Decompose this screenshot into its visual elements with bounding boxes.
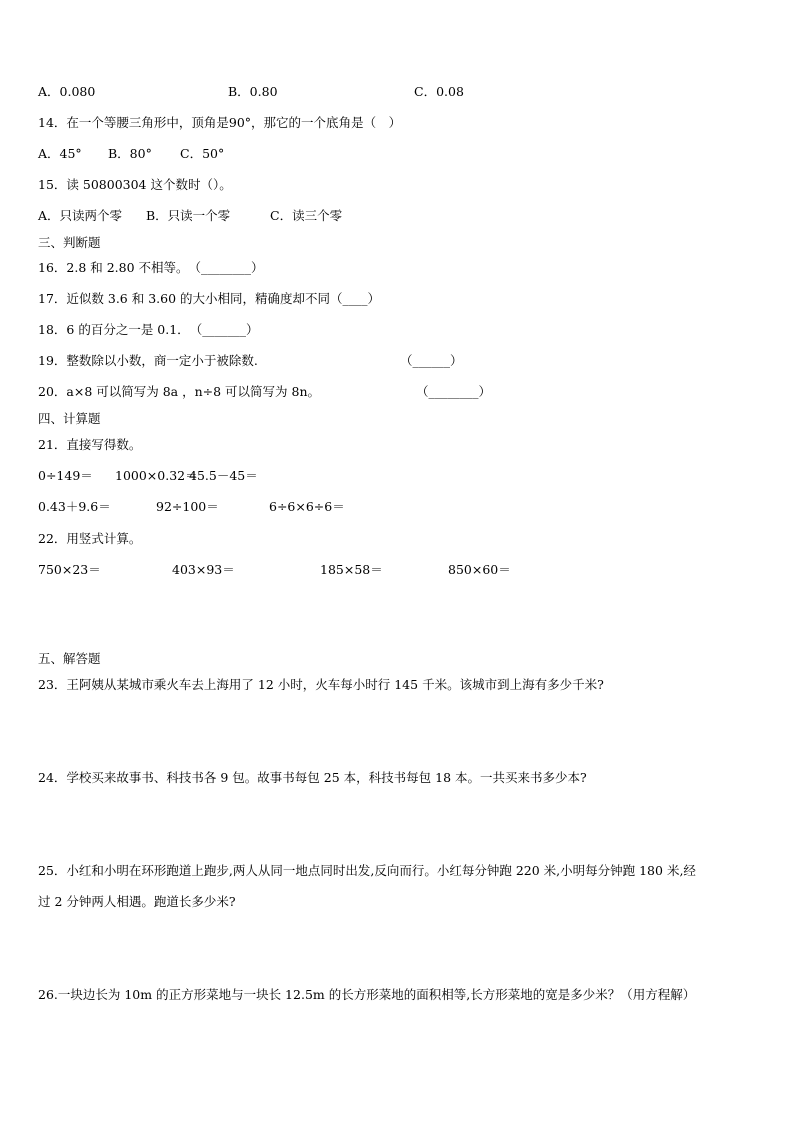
q13-option-c: C．0.08 [414, 84, 464, 99]
q13-option-a: A．0.080 [38, 84, 96, 99]
calc-item: 45.5－45＝ [189, 468, 258, 483]
q16-answer-blank[interactable]: （________） [188, 260, 264, 275]
q17-answer-blank[interactable]: （____） [330, 291, 381, 306]
q19-text: 19．整数除以小数，商一定小于被除数. [38, 353, 258, 368]
q20-question [38, 384, 491, 400]
q16-text: 16．2.8 和 2.80 不相等。 [38, 260, 189, 275]
calc-item: 92÷100＝ [156, 499, 219, 514]
q23-question: 23．王阿姨从某城市乘火车去上海用了 12 小时，火车每小时行 145 千米。该城市到上海有多少千米? [38, 677, 604, 692]
q22-question: 22．用竖式计算。 [38, 531, 142, 546]
q14-option-b: B．80° [108, 146, 152, 161]
q25-question-line-1: 25．小红和小明在环形跑道上跑步,两人从同一地点同时出发,反向而行。小红每分钟跑 220 米,小明每分钟跑 180 米,经 [38, 863, 696, 878]
q18-question [38, 322, 258, 338]
q15-options [38, 208, 342, 224]
q17-question [38, 291, 380, 307]
q15-option-c: C．读三个零 [270, 208, 343, 223]
q18-text: 18．6 的百分之一是 0.1． [38, 322, 190, 337]
q14-option-c: C．50° [180, 146, 225, 161]
q25-question-line-2: 过 2 分钟两人相遇。跑道长多少米? [38, 894, 236, 909]
q21-question: 21．直接写得数。 [38, 437, 142, 452]
q24-question: 24．学校买来故事书、科技书各 9 包。故事书每包 25 本，科技书每包 18 本。一共买来书多少本? [38, 770, 587, 785]
q15-option-a: A．只读两个零 [38, 208, 123, 223]
vertical-calc-item: 185×58＝ [320, 562, 383, 577]
section-heading-word-problems: 五、解答题 [38, 651, 101, 666]
q14-question: 14．在一个等腰三角形中，顶角是90°，那它的一个底角是（ ） [38, 115, 402, 130]
q21-row-2 [38, 499, 345, 515]
q18-answer-blank[interactable]: （_______） [189, 322, 259, 337]
q20-answer-blank[interactable]: （________） [416, 384, 492, 399]
calc-item: 0.43＋9.6＝ [38, 499, 111, 514]
section-heading-calculation: 四、计算题 [38, 411, 101, 426]
q20-text: 20．a×8 可以简写为 8a ，n÷8 可以简写为 8n。 [38, 384, 321, 399]
section-heading-judgment: 三、判断题 [38, 235, 101, 250]
q13-option-b: B．0.80 [228, 84, 278, 99]
q17-text: 17．近似数 3.6 和 3.60 的大小相同，精确度却不同 [38, 291, 331, 306]
vertical-calc-item: 850×60＝ [448, 562, 511, 577]
q21-row-1 [38, 468, 258, 484]
calc-item: 0÷149＝ [38, 468, 93, 483]
q22-items [38, 562, 511, 578]
q14-options [38, 146, 224, 162]
q16-question [38, 260, 264, 276]
q19-question [38, 353, 463, 369]
q15-option-b: B．只读一个零 [146, 208, 231, 223]
q13-options [38, 84, 464, 100]
calc-item: 1000×0.32＝ [115, 468, 198, 483]
q15-question: 15．读 50800304 这个数时（）。 [38, 177, 232, 192]
q26-question: 26.一块边长为 10m 的正方形菜地与一块长 12.5m 的长方形菜地的面积相等,长方形菜地的宽是多少米？（用方程解） [38, 987, 696, 1002]
q14-option-a: A．45° [38, 146, 82, 161]
vertical-calc-item: 403×93＝ [172, 562, 235, 577]
q19-answer-blank[interactable]: （______） [400, 353, 463, 368]
calc-item: 6÷6×6÷6＝ [269, 499, 345, 514]
vertical-calc-item: 750×23＝ [38, 562, 101, 577]
